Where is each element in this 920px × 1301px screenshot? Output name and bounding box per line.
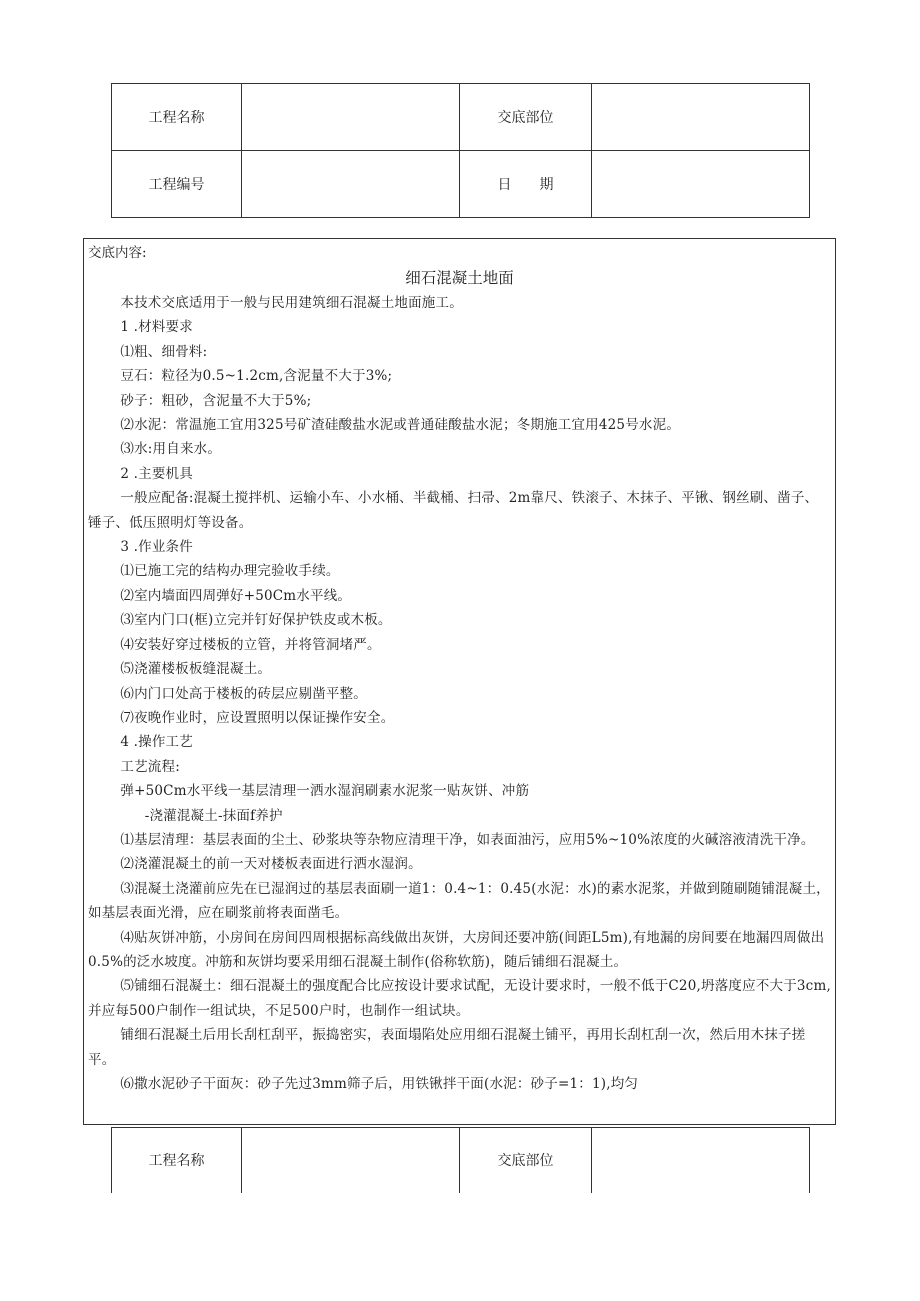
paragraph: ⑷贴灰饼冲筋，小房间在房间四周根据标高线做出灰饼，大房间还要冲筋(间距L5m),有地漏的房间要在地漏四周做出0.5%的泛水坡度。冲筋和灰饼均要采用细石混凝土制作(俗称软筋)，随后铺细石混凝土。 bbox=[88, 929, 825, 970]
paragraph: 本技术交底适用于一般与民用建筑细石混凝土地面施工。 bbox=[120, 295, 463, 311]
project-info-table bbox=[111, 83, 810, 218]
paragraph: ⑴粗、细骨料: bbox=[120, 343, 208, 360]
paragraph: ⑹撒水泥砂子干面灰：砂子先过3mm筛子后，用铁锹拌干面(水泥：砂子=1：1),均匀 bbox=[120, 1076, 639, 1092]
date-value bbox=[592, 151, 810, 218]
handover-part-label: 交底部位 bbox=[460, 1128, 592, 1193]
paragraph: ⑹内门口处高于楼板的砖层应剔凿平整。 bbox=[120, 685, 367, 702]
project-no-value bbox=[242, 151, 460, 218]
section-heading: 1 .材料要求 bbox=[120, 319, 193, 336]
paragraph: ⑶室内门口(框)立完并钉好保护铁皮或木板。 bbox=[120, 612, 392, 629]
paragraph: ⑵浇灌混凝土的前一天对楼板表面进行洒水湿润。 bbox=[120, 856, 422, 873]
project-name-label: 工程名称 bbox=[112, 1128, 242, 1193]
handover-part-value bbox=[592, 1128, 810, 1193]
paragraph: ⑴基层清理：基层表面的尘土、砂浆块等杂物应清理干净，如表面油污，应用5%~10%浓度的火碱溶液清洗干净。 bbox=[120, 831, 815, 848]
paragraph: ⑷安装好穿过楼板的立管，并将管洞堵严。 bbox=[120, 636, 381, 653]
paragraph: ⑴已施工完的结构办理完验收手续。 bbox=[120, 563, 340, 580]
paragraph: ⑺夜晚作业时，应设置照明以保证操作安全。 bbox=[120, 709, 395, 726]
section-heading: 2 .主要机具 bbox=[120, 465, 193, 482]
paragraph: 豆石：粒径为0.5~1.2cm,含泥量不大于3%; bbox=[120, 368, 393, 385]
handover-part-value bbox=[592, 84, 810, 151]
paragraph: 砂子：粗砂，含泥量不大于5%; bbox=[120, 392, 312, 409]
paragraph: ⑶混凝土浇灌前应先在已湿润过的基层表面刷一道1：0.4~1：0.45(水泥：水)的素水泥浆，并做到随刷随铺混凝土，如基层表面光滑，应在刷浆前将表面凿毛。 bbox=[88, 880, 830, 922]
paragraph: ⑵室内墙面四周弹好+50Cm水平线。 bbox=[120, 587, 352, 604]
section-heading: 3 .作业条件 bbox=[120, 539, 193, 556]
date-label: 日 期 bbox=[460, 151, 592, 218]
section-heading: 4 .操作工艺 bbox=[120, 734, 193, 751]
paragraph: ⑶水:用自来水。 bbox=[120, 441, 222, 458]
document-title: 细石混凝土地面 bbox=[405, 269, 514, 287]
project-name-value bbox=[242, 84, 460, 151]
paragraph: 一般应配备:混凝土搅拌机、运输小车、小水桶、半截桶、扫帚、2m靠尺、铁滚子、木抹子、平锹、钢丝刷、凿子、锤子、低压照明灯等设备。 bbox=[88, 490, 819, 531]
paragraph: 铺细石混凝土后用长刮杠刮平，振捣密实，表面塌陷处应用细石混凝土铺平，再用长刮杠刮一次，然后用木抹子搓平。 bbox=[88, 1027, 806, 1068]
content-label: 交底内容: bbox=[88, 245, 147, 261]
project-info-table-next-page bbox=[111, 1127, 810, 1193]
paragraph: ⑸铺细石混凝土：细石混凝土的强度配合比应按设计要求试配，无设计要求时，一般不低于C20,坍落度应不大于3cm,并应每500户制作一组试块，不足500户时，也制作一组试块。 bbox=[88, 978, 831, 1019]
paragraph: ⑸浇灌楼板板缝混凝土。 bbox=[120, 661, 272, 678]
project-no-label: 工程编号 bbox=[112, 151, 242, 218]
project-name-value bbox=[242, 1128, 460, 1193]
paragraph: 工艺流程: bbox=[120, 758, 180, 775]
process-flow: 弹+50Cm水平线一基层清理一洒水湿润刷素水泥浆一贴灰饼、冲筋 bbox=[120, 783, 530, 800]
project-name-label: 工程名称 bbox=[112, 84, 242, 151]
process-flow: -浇灌混凝土-抹面f养护 bbox=[144, 807, 283, 824]
paragraph: ⑵水泥：常温施工宜用325号矿渣硅酸盐水泥或普通硅酸盐水泥；冬期施工宜用425号水泥。 bbox=[120, 417, 681, 434]
handover-part-label: 交底部位 bbox=[460, 84, 592, 151]
handover-content-box bbox=[83, 238, 836, 1125]
